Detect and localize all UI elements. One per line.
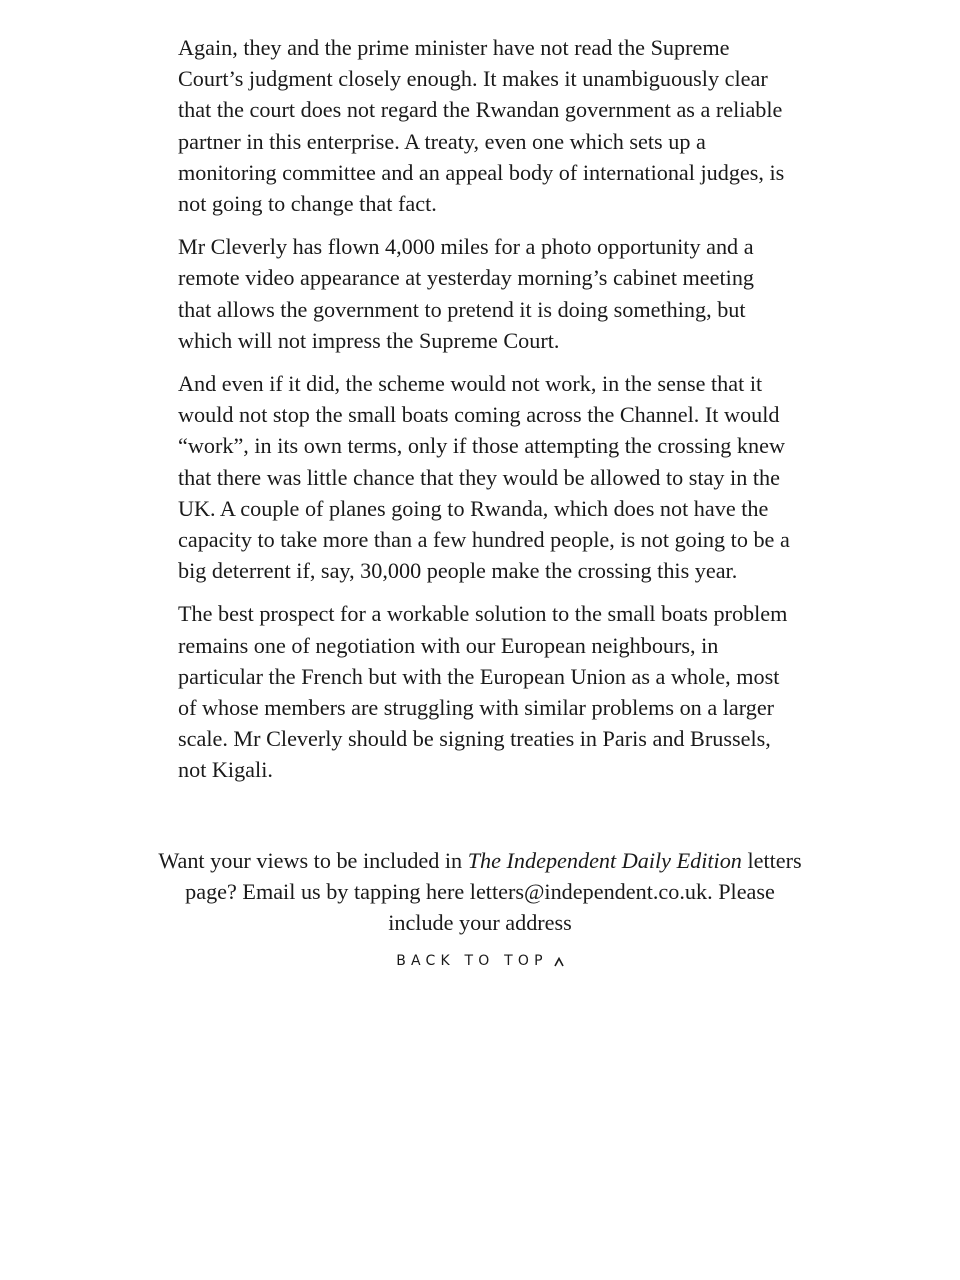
back-to-top-label: BACK TO TOP [396,953,548,969]
article-body [178,32,790,798]
letters-email-link[interactable]: letters@independent.co.uk [469,879,708,904]
letters-submission-note [150,845,810,938]
article-paragraph: Mr Cleverly has flown 4,000 miles for a photo opportunity and a remote video appearance at yesterday morning’s cabinet meeting that allows the government to pretend it is doing something, but which will not impress the Supreme Court. [178,234,755,353]
chevron-up-icon [554,955,564,965]
letters-note-middle: letters page? Email us by tapping here [185,848,802,904]
publication-title: The Independent Daily Edition [467,848,742,873]
letters-note-prefix: Want your views to be included in [158,848,468,873]
letters-note-suffix: . Please include your address [388,879,775,935]
article-paragraph: And even if it did, the scheme would not work, in the sense that it would not stop the small boats coming across the Channel. It would “work”, in its own terms, only if those attempting the crossing knew that there was little chance that they would be allowed to stay in the UK. A couple of planes going to Rwanda, which does not have the capacity to take more than a few hundred people, is not going to be a big deterrent if, say, 30,000 people make the crossing this year. [178,371,790,584]
back-to-top-button[interactable] [0,953,960,969]
article-paragraph: The best prospect for a workable solution to the small boats problem remains one of negotiation with our European neighbours, in particular the French but with the European Union as a whole, most of whose members are struggling with similar problems on a larger scale. Mr Cleverly should be signing treaties in Paris and Brussels, not Kigali. [178,601,788,783]
article-paragraph: Again, they and the prime minister have not read the Supreme Court’s judgment closely enough. It makes it unambiguously clear that the court does not regard the Rwandan government as a reliable partner in this enterprise. A treaty, even one which sets up a monitoring committee and an appeal body of international judges, is not going to change that fact. [178,35,785,217]
